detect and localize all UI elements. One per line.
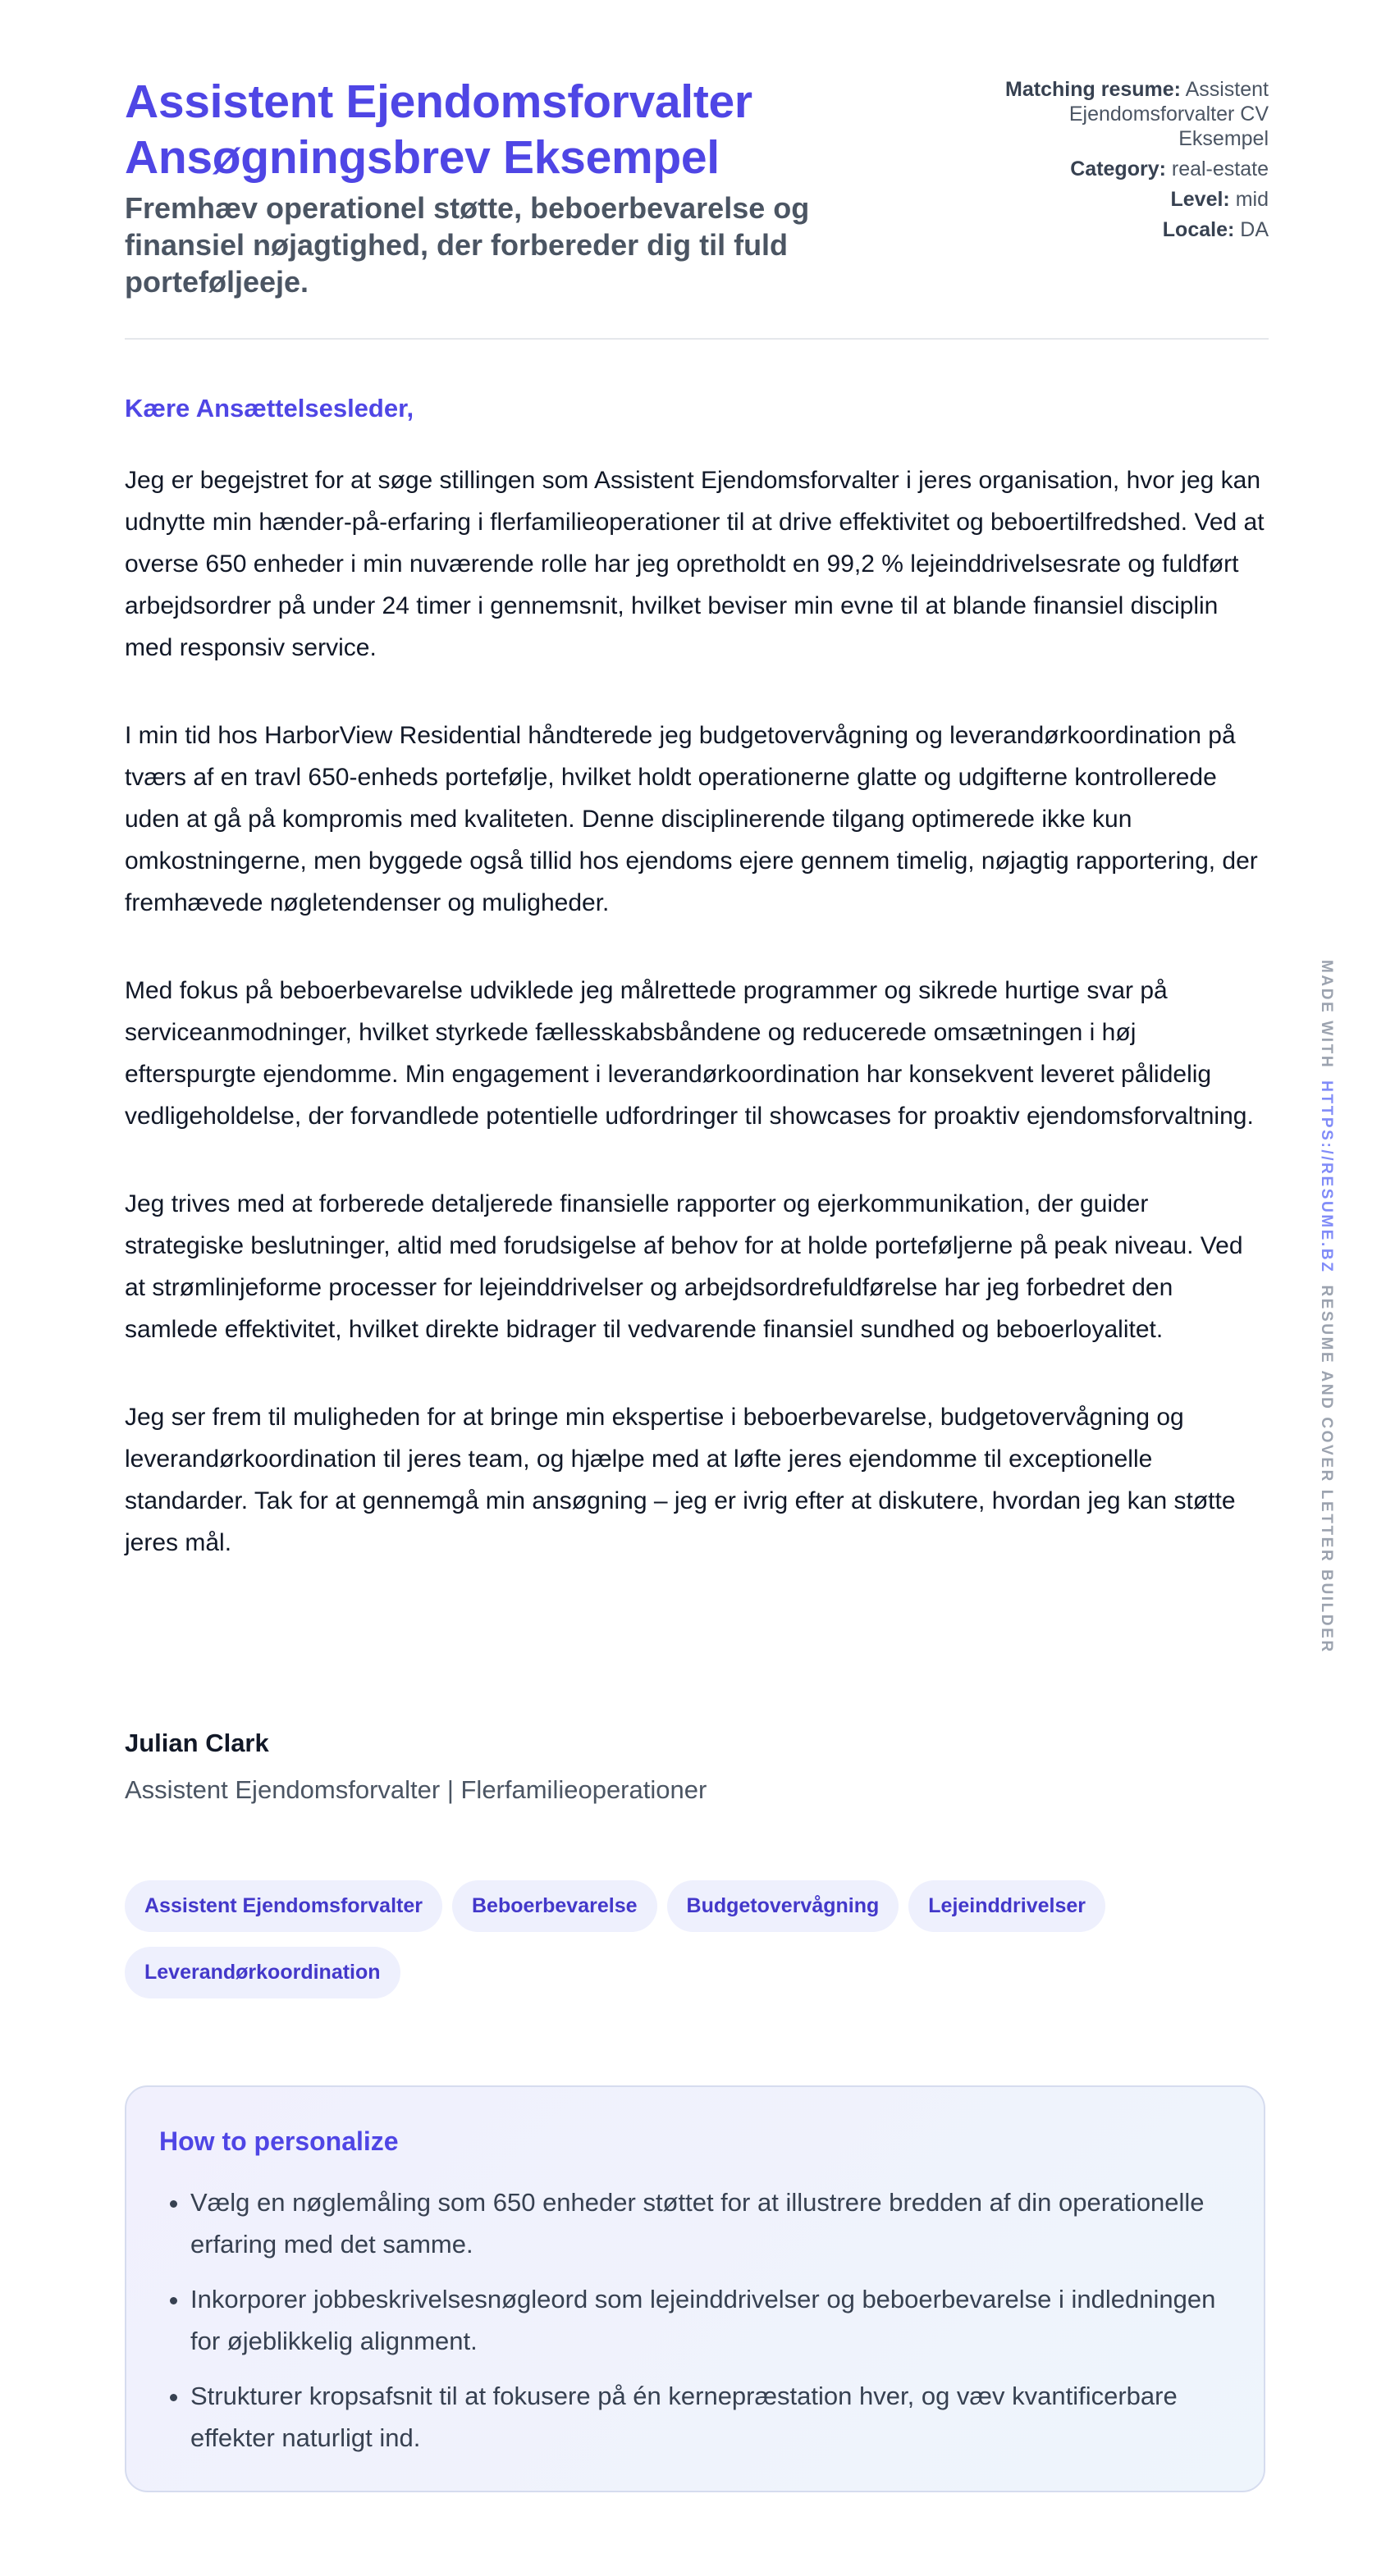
letter-body [125, 459, 1269, 1610]
personalize-title: How to personalize [159, 2126, 399, 2156]
meta-resume-value: Assistent Ejendomsforvalter CV Eksempel [1068, 78, 1269, 150]
meta-resume [990, 77, 1269, 151]
credit-link[interactable]: HTTPS://RESUME.BZ [1318, 1080, 1335, 1274]
meta-locale-value: DA [1240, 218, 1269, 241]
personalize-item: • Strukturer kropsafsnit til at fokusere på én kernepræstation hver, og væv kvantificerbare effekter naturligt ind. [190, 2375, 1231, 2459]
letter-paragraph: Jeg er begejstret for at søge stillingen som Assistent Ejendomsforvalter i jeres organisation, hvor jeg kan udnytte min hænder-på-erfaring i flerfamilieoperationer til at drive effektivitet og beboertilfredshed. Ved at overse 650 enheder i min nuværende rolle har jeg opretholdt en 99,2 % lejeinddrivelsesrate og fuldført arbejdsordrer på under 24 timer i gennemsnit, hvilket beviser min evne til at blande finansiel disciplin med responsiv service. [125, 467, 1265, 661]
letter-greeting: Kære Ansættelsesleder, [125, 394, 414, 422]
tag-chip: Lejeinddrivelser [908, 1880, 1105, 1932]
sidebar-credit-text [1317, 960, 1335, 1654]
credit-suffix: RESUME AND COVER LETTER BUILDER [1318, 1285, 1335, 1654]
meta-locale [990, 217, 1269, 242]
meta-level [990, 187, 1269, 212]
tag-chip: Budgetovervågning [667, 1880, 899, 1932]
page-subtitle: Fremhæv operationel støtte, beboerbevarelse og finansiel nøjagtighed, der forbereder dig til fuld porteføljeeje. [125, 191, 810, 299]
signature-role: Assistent Ejendomsforvalter | Flerfamilieoperationer [125, 1775, 707, 1804]
page-title [125, 74, 880, 185]
tag-chip: Assistent Ejendomsforvalter [125, 1880, 442, 1932]
letter-paragraph: Med fokus på beboerbevarelse udviklede jeg målrettede programmer og sikrede hurtige svar på serviceanmodninger, hvilket styrkede fællesskabsbåndene og reducerede omsætningen i høj efterspurgte ejendomme. Min engagement i leverandørkoordination har konsekvent leveret pålidelig vedligeholdelse, der forvandlede potentielle udfordringer til showcases for proaktiv ejendomsforvaltning. [125, 977, 1254, 1130]
letter-paragraph: I min tid hos HarborView Residential håndterede jeg budgetovervågning og leverandørkoordination på tværs af en travl 650-enheds portefølje, hvilket holdt operationerne glatte og udgifterne kontrollerede uden at gå på kompromis med kvaliteten. Denne disciplinerende tilgang optimerede ikke kun omkostningerne, men byggede også tillid hos ejendoms ejere gennem timelig, nøjagtig rapportering, der fremhævede nøgletendenser og muligheder. [125, 722, 1258, 916]
meta-level-label: Level: [1170, 188, 1230, 211]
sidebar-credit [1318, 960, 1347, 1654]
title-line-2: Ansøgningsbrev Eksempel [125, 131, 720, 184]
tag-chip: Leverandørkoordination [125, 1947, 400, 1998]
meta-resume-label: Matching resume: [1005, 78, 1181, 101]
meta-level-value: mid [1235, 188, 1269, 211]
personalize-box [125, 2085, 1265, 2492]
meta-info [990, 77, 1269, 248]
title-line-1: Assistent Ejendomsforvalter [125, 75, 752, 128]
personalize-item: • Vælg en nøglemåling som 650 enheder støttet for at illustrere bredden af din operationelle erfaring med det samme. [190, 2181, 1231, 2265]
letter-paragraph: Jeg ser frem til muligheden for at bringe min ekspertise i beboerbevarelse, budgetovervågning og leverandørkoordination til jeres team, og hjælpe med at løfte jeres ejendomme til exceptionelle standarder. Tak for at gennemgå min ansøgning – jeg er ivrig efter at diskutere, hvordan jeg kan støtte jeres mål. [125, 1404, 1236, 1556]
tag-chip: Beboerbevarelse [452, 1880, 657, 1932]
meta-category-value: real-estate [1171, 158, 1269, 180]
meta-category-label: Category: [1070, 158, 1166, 180]
meta-locale-label: Locale: [1162, 218, 1235, 241]
tag-list [125, 1880, 1191, 2013]
personalize-item: • Inkorporer jobbeskrivelsesnøgleord som lejeinddrivelser og beboerbevarelse i indledningen for øjeblikkelig alignment. [190, 2278, 1231, 2362]
letter-paragraph: Jeg trives med at forberede detaljerede finansielle rapporter og ejerkommunikation, der guider strategiske beslutninger, altid med forudsigelse af behov for at holde porteføljerne på peak niveau. Ved at strømlinjeforme processer for lejeinddrivelser og arbejdsordrefuldførelse har jeg forbedret den samlede effektivitet, hvilket direkte bidrager til vedvarende finansiel sundhed og beboerloyalitet. [125, 1190, 1243, 1343]
personalize-list [159, 2181, 1231, 2459]
page [125, 0, 1269, 2452]
signature-name: Julian Clark [125, 1729, 269, 1757]
header [125, 0, 1269, 340]
credit-prefix: MADE WITH [1318, 960, 1335, 1070]
meta-category [990, 157, 1269, 181]
